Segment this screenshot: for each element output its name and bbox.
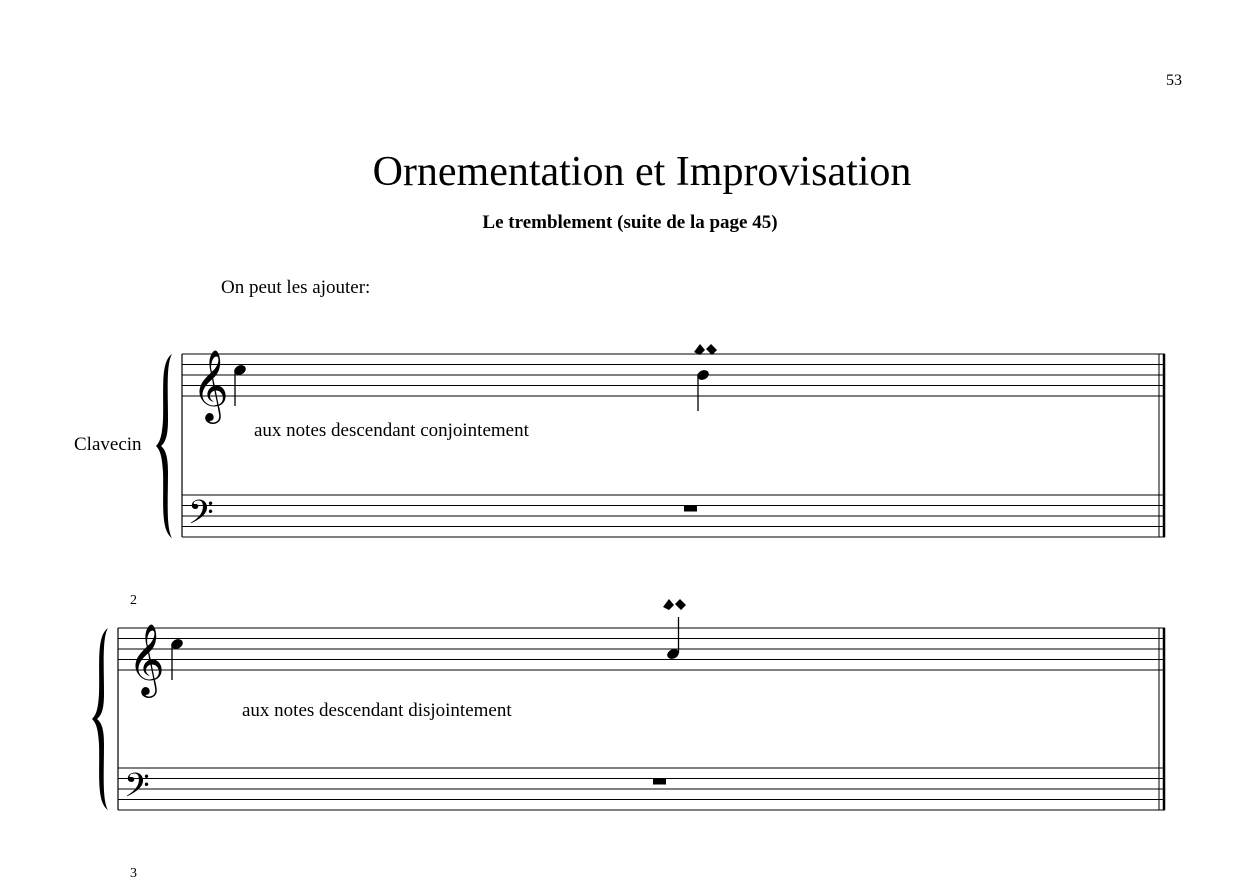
system-1-annotation: aux notes descendant conjointement [254,420,529,441]
note-c5 [233,363,248,406]
system-2 [92,599,1165,813]
instrument-name: Clavecin [74,434,142,455]
system-2-annotation: aux notes descendant disjointement [242,700,512,721]
system-1 [156,344,1165,540]
page-number: 53 [1166,72,1182,89]
note-b4-tremblement [696,368,711,411]
note-c5 [170,637,185,680]
measure-number-2: 2 [130,593,137,608]
treble-clef-icon: 𝄞 [192,348,229,421]
mordent-icon [663,599,686,610]
treble-staff-2 [118,628,1165,670]
page-subtitle: Le tremblement (suite de la page 45) [482,212,778,233]
whole-rest-1 [684,506,697,512]
treble-staff-1 [182,354,1165,396]
brace-icon [92,628,108,810]
bass-staff-2 [118,768,1165,810]
intro-text: On peut les ajouter: [221,277,371,298]
final-barline-2 [1159,628,1164,810]
treble-clef-icon: 𝄞 [128,622,165,695]
measure-number-3: 3 [130,866,137,881]
page-title: Ornementation et Improvisation [372,149,912,195]
final-barline-1 [1159,354,1164,537]
whole-rest-2 [653,779,666,785]
brace-icon [156,354,172,538]
bass-staff-1 [182,495,1165,537]
bass-clef-icon: 𝄢 [124,767,150,813]
bass-clef-icon: 𝄢 [188,494,214,540]
mordent-icon [694,344,717,355]
